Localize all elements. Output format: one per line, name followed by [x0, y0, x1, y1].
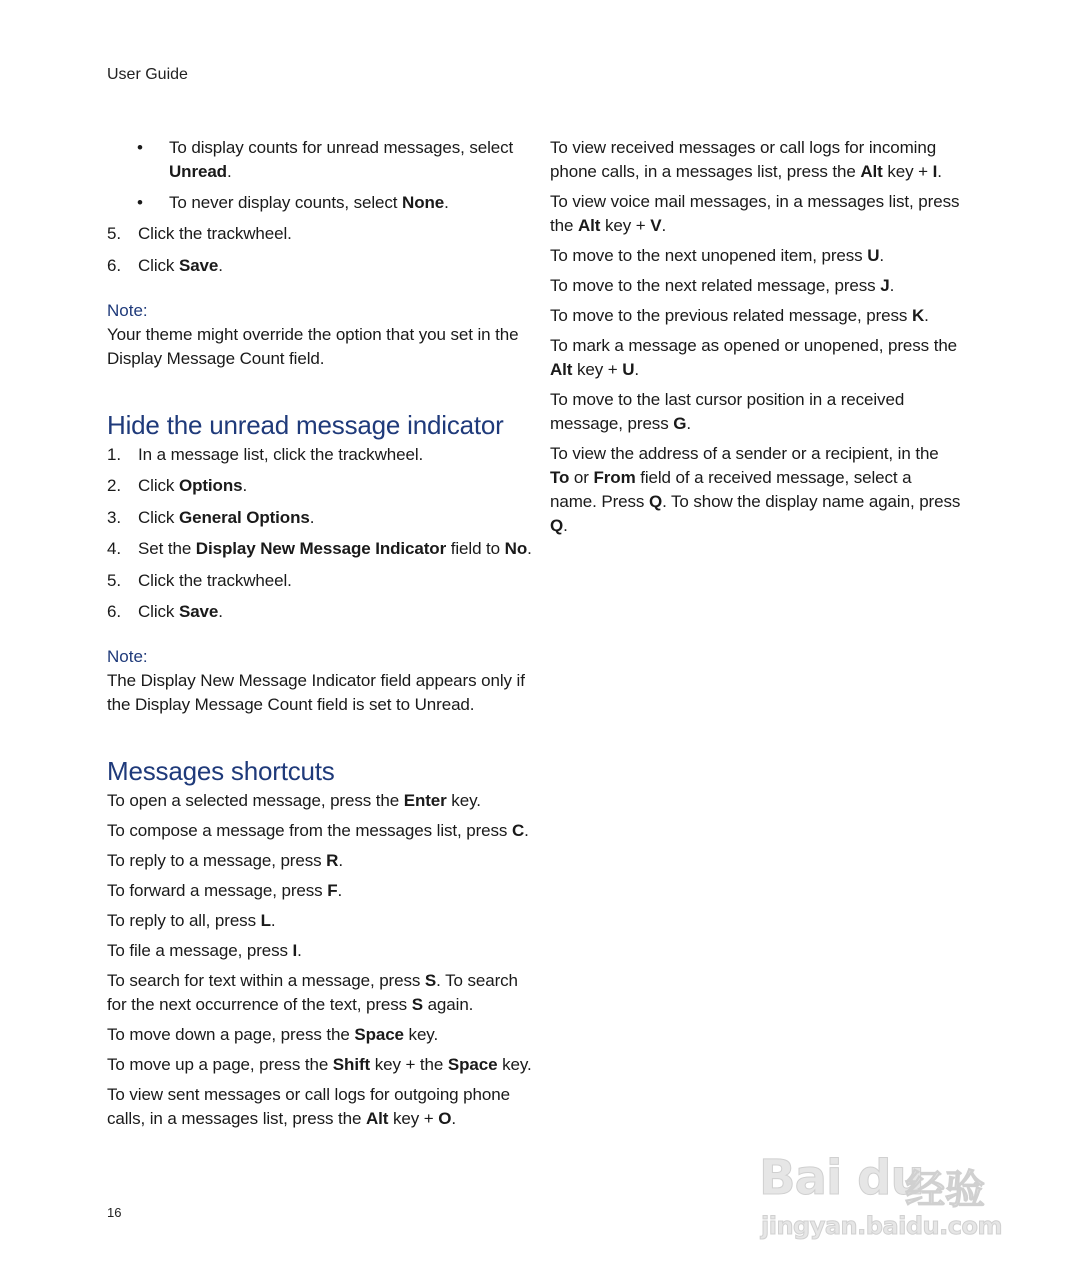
- key-name: Alt: [365, 1109, 389, 1128]
- step-item: 2. Click Options.: [107, 474, 532, 498]
- key-name: Q: [648, 492, 663, 511]
- shortcut-item: To move down a page, press the Space key.: [107, 1025, 439, 1044]
- step-number: 2.: [107, 476, 121, 495]
- key-name: K: [911, 306, 925, 325]
- step-item: 5. Click the trackwheel.: [107, 222, 532, 246]
- shortcut-item: To file a message, press I.: [107, 941, 302, 960]
- key-name: C: [511, 821, 525, 840]
- shortcut-list: [550, 136, 962, 538]
- key-name: Save: [178, 255, 219, 275]
- section-heading-hide-indicator: Hide the unread message indicator: [107, 409, 504, 440]
- key-name: Enter: [403, 791, 447, 810]
- shortcut-item: To move to the last cursor position in a received message, press G.: [550, 390, 905, 433]
- baidu-watermark: [755, 1120, 1005, 1245]
- key-name: U: [622, 360, 635, 379]
- key-name: L: [260, 911, 271, 930]
- step-item: 3. Click General Options.: [107, 506, 532, 530]
- key-name: S: [424, 971, 437, 990]
- shortcut-item: To open a selected message, press the Enter key.: [107, 791, 481, 810]
- watermark-url: jingyan.baidu.com: [761, 1212, 1002, 1240]
- bullet-icon: •: [137, 193, 143, 212]
- note-label: Note:: [107, 647, 148, 666]
- key-name: I: [932, 162, 938, 181]
- left-column: [107, 136, 532, 1137]
- key-name: V: [650, 216, 662, 235]
- steps-list-hide-indicator: [107, 443, 532, 625]
- step-item: 4. Set the Display New Message Indicator field to No.: [107, 537, 532, 561]
- step-number: 6.: [107, 602, 121, 621]
- key-name: S: [411, 995, 423, 1014]
- key-name: U: [867, 246, 880, 265]
- shortcut-list: [107, 789, 532, 1131]
- step-item: 6. Click Save.: [107, 254, 532, 278]
- key-name: Unread: [169, 162, 227, 181]
- step-number: 3.: [107, 507, 121, 527]
- key-name: F: [327, 881, 338, 900]
- note-label: Note:: [107, 300, 148, 320]
- shortcut-item: To move to the next related message, press J.: [550, 276, 895, 295]
- key-name: Options: [178, 476, 243, 495]
- shortcut-item: To view sent messages or call logs for outgoing phone calls, in a messages list, press the Alt key + O.: [107, 1085, 510, 1128]
- steps-list-display-count: [107, 222, 532, 278]
- watermark-label: 经验: [905, 1167, 985, 1213]
- shortcut-item: To compose a message from the messages list, press C.: [107, 821, 529, 840]
- section-heading-messages-shortcuts: Messages shortcuts: [107, 756, 335, 786]
- shortcut-item: To move up a page, press the Shift key + the Space key.: [107, 1055, 532, 1074]
- key-name: Alt: [860, 162, 883, 181]
- shortcut-item: To move to the previous related message, press K.: [550, 306, 929, 325]
- running-header: User Guide: [107, 66, 188, 83]
- step-number: 6.: [107, 255, 121, 275]
- bullet-item: • To display counts for unread messages, select Unread.: [137, 138, 514, 181]
- note-text: The Display New Message Indicator field appears only if the Display Message Count field is set to Unread.: [107, 671, 525, 714]
- note-text: Your theme might override the option that you set in the Display Message Count field.: [107, 324, 519, 368]
- step-item: 6. Click Save.: [107, 600, 532, 624]
- key-name: Q: [550, 516, 564, 535]
- key-name: G: [673, 414, 687, 433]
- shortcut-item: To move to the next unopened item, press U.: [550, 246, 885, 265]
- step-number: 5.: [107, 224, 121, 243]
- key-name: Space: [354, 1025, 404, 1044]
- step-number: 5.: [107, 570, 121, 590]
- shortcut-item: To reply to all, press L.: [107, 911, 276, 930]
- bullet-item: • To never display counts, select None.: [107, 191, 532, 215]
- key-name: No: [504, 539, 528, 558]
- key-name: J: [880, 276, 890, 295]
- bullet-icon: •: [137, 138, 143, 157]
- key-name: Shift: [332, 1055, 371, 1074]
- shortcut-item: To search for text within a message, press S. To search for the next occurrence of the text, press S again.: [107, 971, 518, 1014]
- step-item: 1. In a message list, click the trackwheel.: [107, 443, 532, 467]
- step-number: 1.: [107, 444, 121, 464]
- page-number: 16: [107, 1205, 122, 1220]
- watermark-logo: Bai du: [759, 1150, 924, 1206]
- key-name: I: [292, 941, 298, 960]
- step-number: 4.: [107, 539, 121, 558]
- key-name: Alt: [577, 216, 601, 235]
- key-name: Space: [447, 1055, 498, 1074]
- shortcut-item: To mark a message as opened or unopened, press the Alt key + U.: [550, 336, 958, 379]
- key-name: O: [438, 1109, 452, 1128]
- key-name: Alt: [550, 360, 573, 379]
- shortcut-item: To view voice mail messages, in a messages list, press the Alt key + V.: [550, 192, 960, 235]
- shortcut-item: To reply to a message, press R.: [107, 851, 343, 870]
- key-name: Save: [178, 602, 219, 621]
- key-name: General Options: [178, 507, 310, 527]
- key-name: R: [326, 851, 339, 870]
- key-name: From: [593, 468, 636, 487]
- right-column: [550, 136, 962, 544]
- key-name: Display New Message Indicator: [195, 539, 447, 558]
- step-item: 5. Click the trackwheel.: [107, 569, 532, 593]
- option-bullet-list: [107, 136, 532, 215]
- key-name: None: [402, 193, 445, 212]
- shortcut-item: To view received messages or call logs for incoming phone calls, in a messages list, press the Alt key + I.: [550, 138, 942, 181]
- shortcut-item: To forward a message, press F.: [107, 881, 343, 900]
- shortcut-item: To view the address of a sender or a recipient, in the To or From field of a received message, select a name. Press Q. To show the display name again, press Q.: [550, 444, 961, 535]
- key-name: To: [550, 468, 570, 487]
